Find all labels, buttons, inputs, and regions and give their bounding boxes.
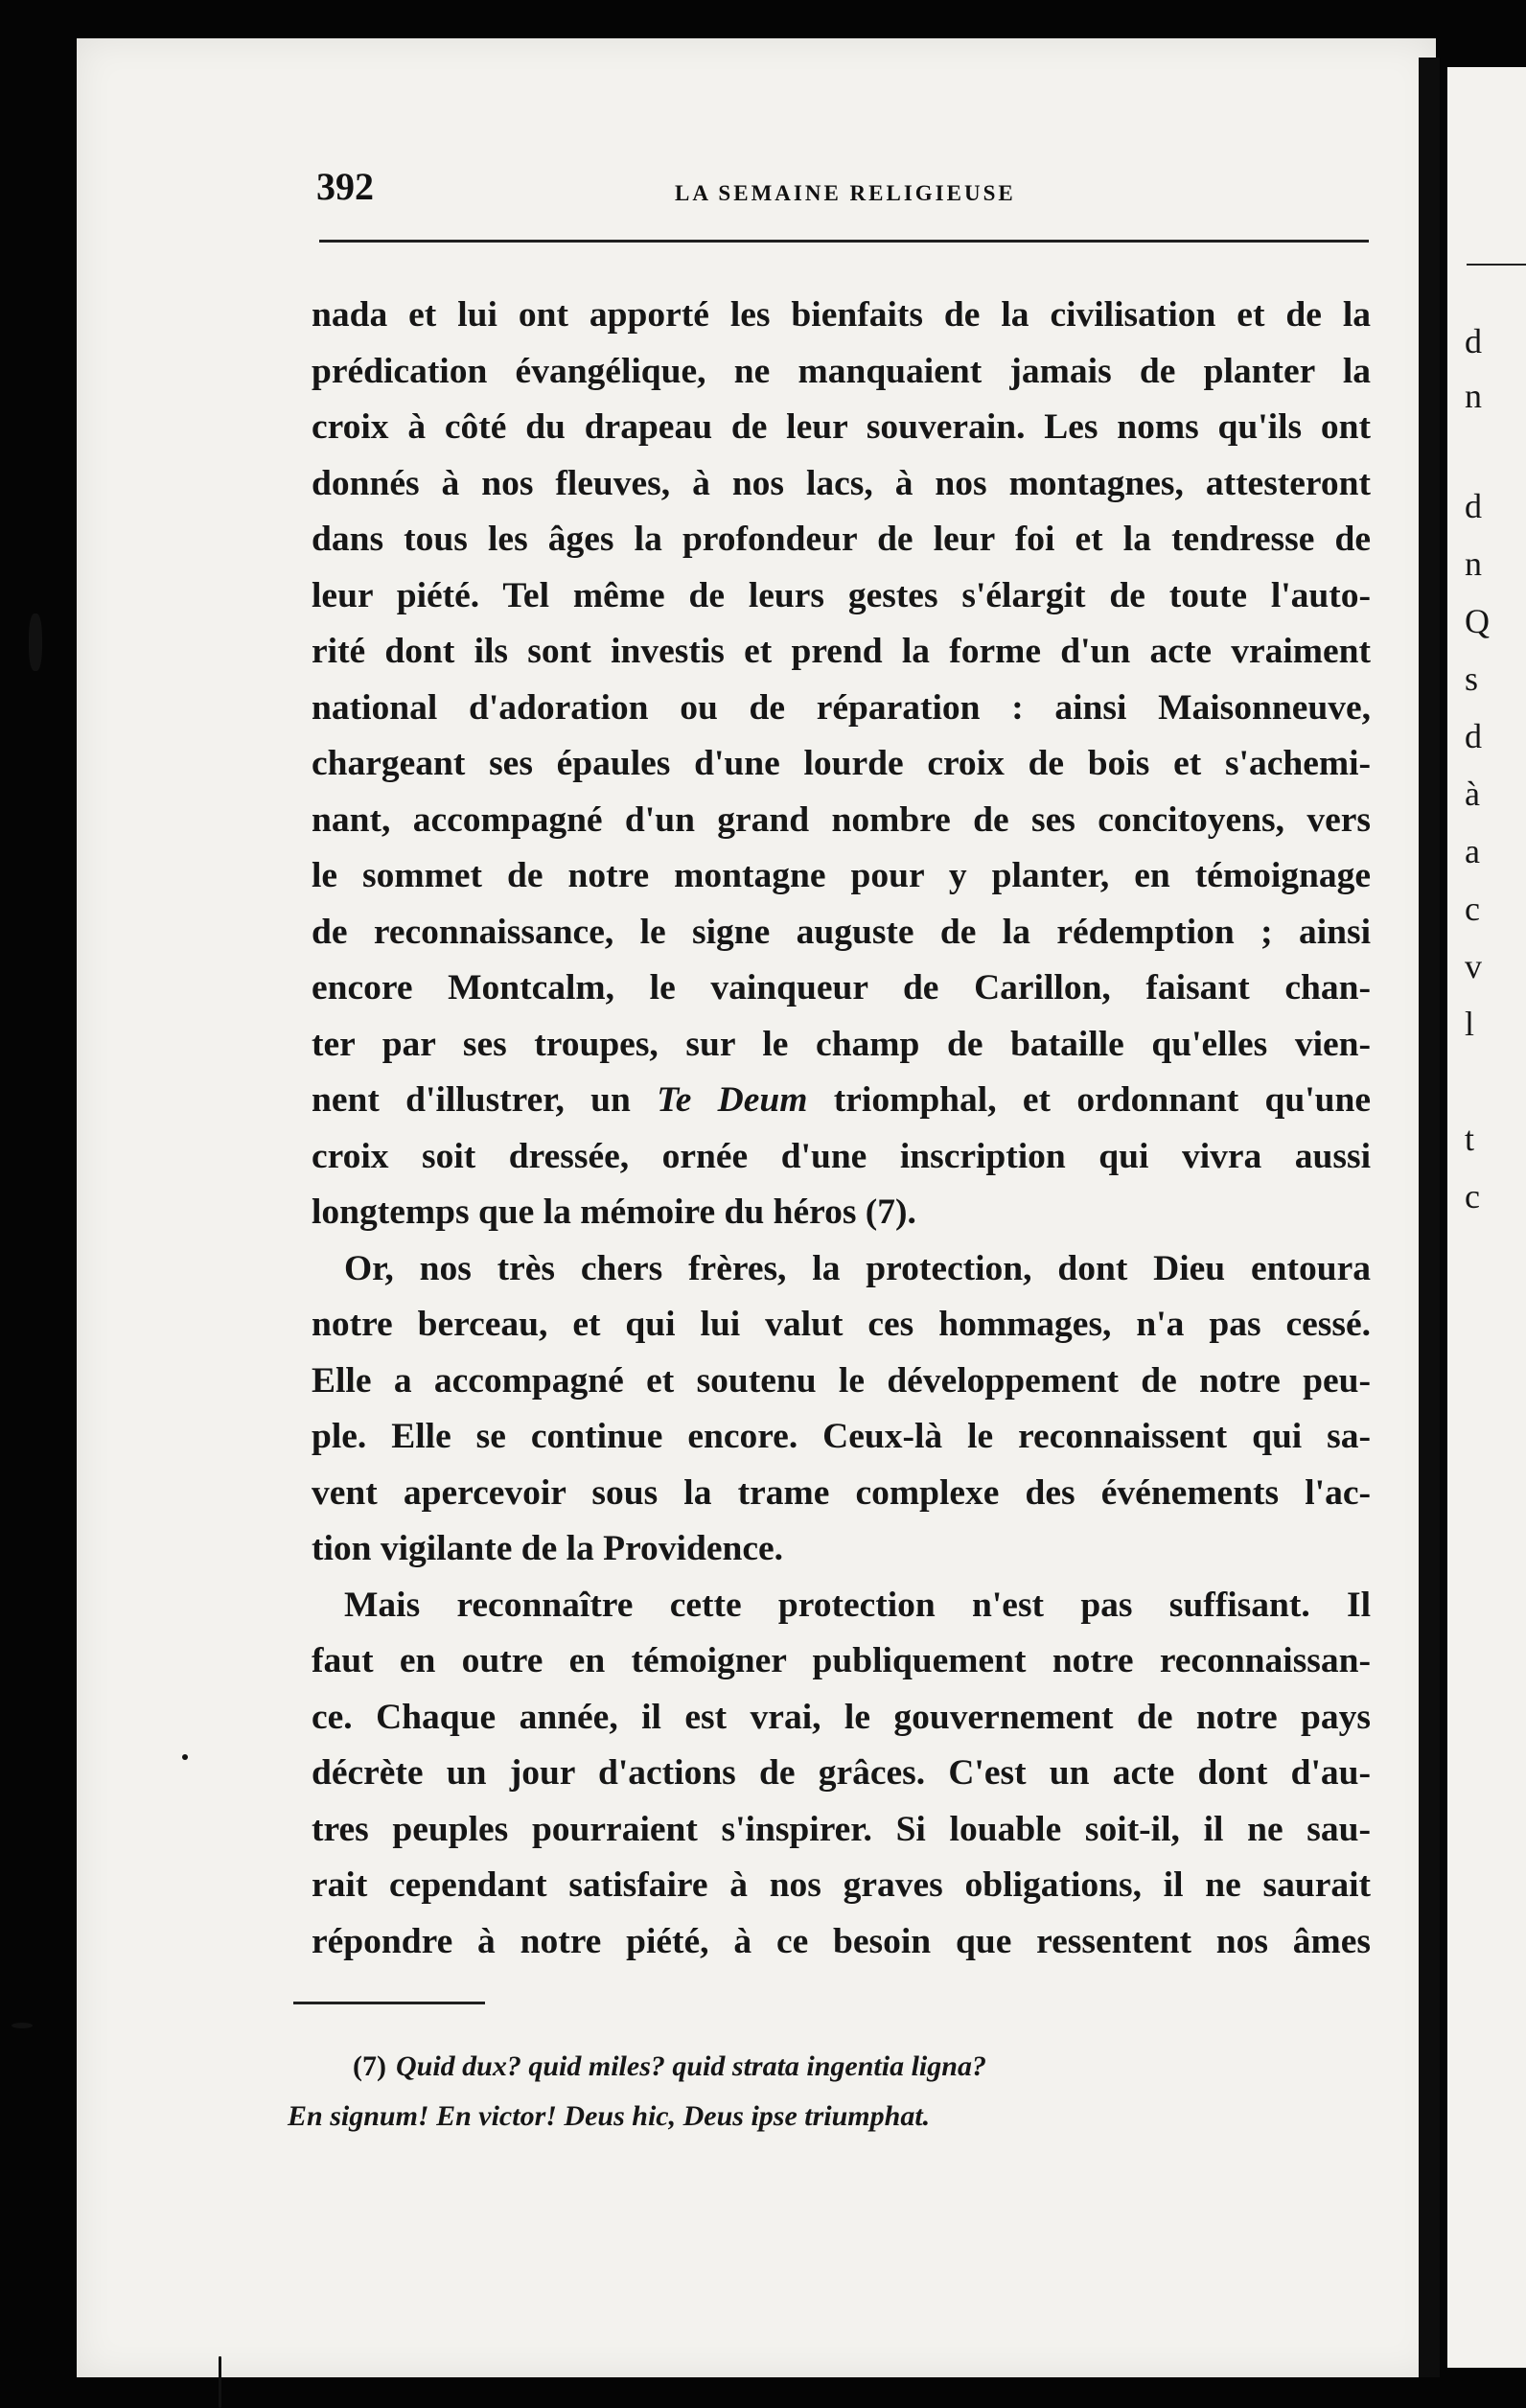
text-line: Elle a accompagné et soutenu le développement de notre peu- (312, 1360, 1371, 1401)
facing-page-fragment: t (1465, 1120, 1475, 1158)
text-line: leur piété. Tel même de leurs gestes s'élargit de toute l'auto- (312, 575, 1371, 615)
facing-page-fragment: n (1465, 377, 1482, 415)
header-rule (319, 240, 1369, 243)
facing-page-fragment: c (1465, 890, 1480, 928)
text-line: nada et lui ont apporté les bienfaits de la civilisation et de la (312, 295, 1371, 335)
text-line: dans tous les âges la profondeur de leur foi et la tendresse de (312, 520, 1371, 559)
text-line: rité dont ils sont investis et prend la forme d'un acte vraiment (312, 632, 1371, 671)
text-line: prédication évangélique, ne manquaient jamais de planter la (312, 351, 1371, 391)
body-text (312, 288, 1371, 1970)
footnote-text: Quid dux? quid miles? quid strata ingentia ligna? (395, 2050, 986, 2082)
facing-page-edge (1447, 67, 1526, 2368)
text-line-with-italic (312, 1073, 1371, 1129)
text-line: encore Montcalm, le vainqueur de Carillon, faisant chan- (312, 968, 1371, 1007)
footnote-number: (7) (353, 2050, 386, 2082)
facing-page-fragment: d (1465, 487, 1482, 525)
text-line: national d'adoration ou de réparation : ainsi Maisonneuve, (312, 687, 1371, 728)
text-line: ple. Elle se continue encore. Ceux-là le reconnaissent qui sa- (312, 1417, 1371, 1456)
text-line: notre berceau, et qui lui valut ces hommages, n'a pas cessé. (312, 1305, 1371, 1344)
footnote (288, 2042, 1246, 2142)
page-header (238, 158, 1369, 216)
footnote-rule (293, 2002, 485, 2004)
text-line: croix soit dressée, ornée d'une inscription qui vivra aussi (312, 1136, 1371, 1176)
text-line: ce. Chaque année, il est vrai, le gouvernement de notre pays (312, 1697, 1371, 1737)
running-title: LA SEMAINE RELIGIEUSE (675, 181, 1016, 205)
facing-page-fragment: c (1465, 1177, 1480, 1216)
footnote-line: En signum! En victor! Deus hic, Deus ipse triumphat. (288, 2100, 931, 2132)
footnote-line (288, 2042, 1246, 2092)
facing-page-fragment: d (1465, 717, 1482, 755)
facing-page-fragment: s (1465, 660, 1479, 698)
text-line: longtemps que la mémoire du héros (7). (312, 1192, 916, 1232)
scan-artifact (182, 1754, 188, 1760)
book-gutter (1419, 58, 1440, 2377)
text-line: faut en outre en témoigner publiquement notre reconnaissan- (312, 1641, 1371, 1680)
text-line: vent apercevoir sous la trame complexe des événements l'ac- (312, 1472, 1371, 1513)
page-number: 392 (316, 165, 374, 208)
text-line: de reconnaissance, le signe auguste de la rédemption ; ainsi (312, 912, 1371, 952)
facing-page-fragment: l (1465, 1005, 1475, 1043)
text-line: ter par ses troupes, sur le champ de bataille qu'elles vien- (312, 1024, 1371, 1064)
paragraph-start-line: Or, nos très chers frères, la protection, dont Dieu entoura (344, 1248, 1371, 1288)
text-line: chargeant ses épaules d'une lourde croix de bois et s'achemi- (312, 744, 1371, 783)
facing-page-fragment: a (1465, 832, 1480, 870)
facing-page-fragment: n (1465, 544, 1482, 583)
italic-phrase: Te Deum (657, 1080, 808, 1120)
text-line: croix à côté du drapeau de leur souverain. Les noms qu'ils ont (312, 407, 1371, 447)
scan-artifact (219, 2356, 221, 2408)
text-line: tres peuples pourraient s'inspirer. Si louable soit-il, il ne sau- (312, 1809, 1371, 1849)
scan-artifact (12, 2023, 33, 2028)
scan-artifact (29, 614, 42, 671)
paragraph-start-line: Mais reconnaître cette protection n'est pas suffisant. Il (344, 1585, 1371, 1625)
text-line: décrète un jour d'actions de grâces. C'est un acte dont d'au- (312, 1753, 1371, 1793)
facing-page-fragment: v (1465, 947, 1482, 985)
text-line: donnés à nos fleuves, à nos lacs, à nos montagnes, attesteront (312, 463, 1371, 503)
text-line: le sommet de notre montagne pour y planter, en témoignage (312, 856, 1371, 895)
facing-page-fragment: à (1465, 775, 1480, 813)
text-line: tion vigilante de la Providence. (312, 1529, 783, 1568)
facing-page-fragment: d (1465, 322, 1482, 360)
text-segment: nent d'illustrer, un (312, 1080, 658, 1120)
facing-page-rule (1467, 264, 1526, 266)
text-line: répondre à notre piété, à ce besoin que ressentent nos âmes (312, 1921, 1371, 1961)
text-segment: triomphal, et ordonnant qu'une (807, 1080, 1372, 1120)
text-line: rait cependant satisfaire à nos graves obligations, il ne saurait (312, 1865, 1371, 1905)
text-line: nant, accompagné d'un grand nombre de ses concitoyens, vers (312, 799, 1371, 840)
facing-page-fragment: Q (1465, 602, 1490, 640)
